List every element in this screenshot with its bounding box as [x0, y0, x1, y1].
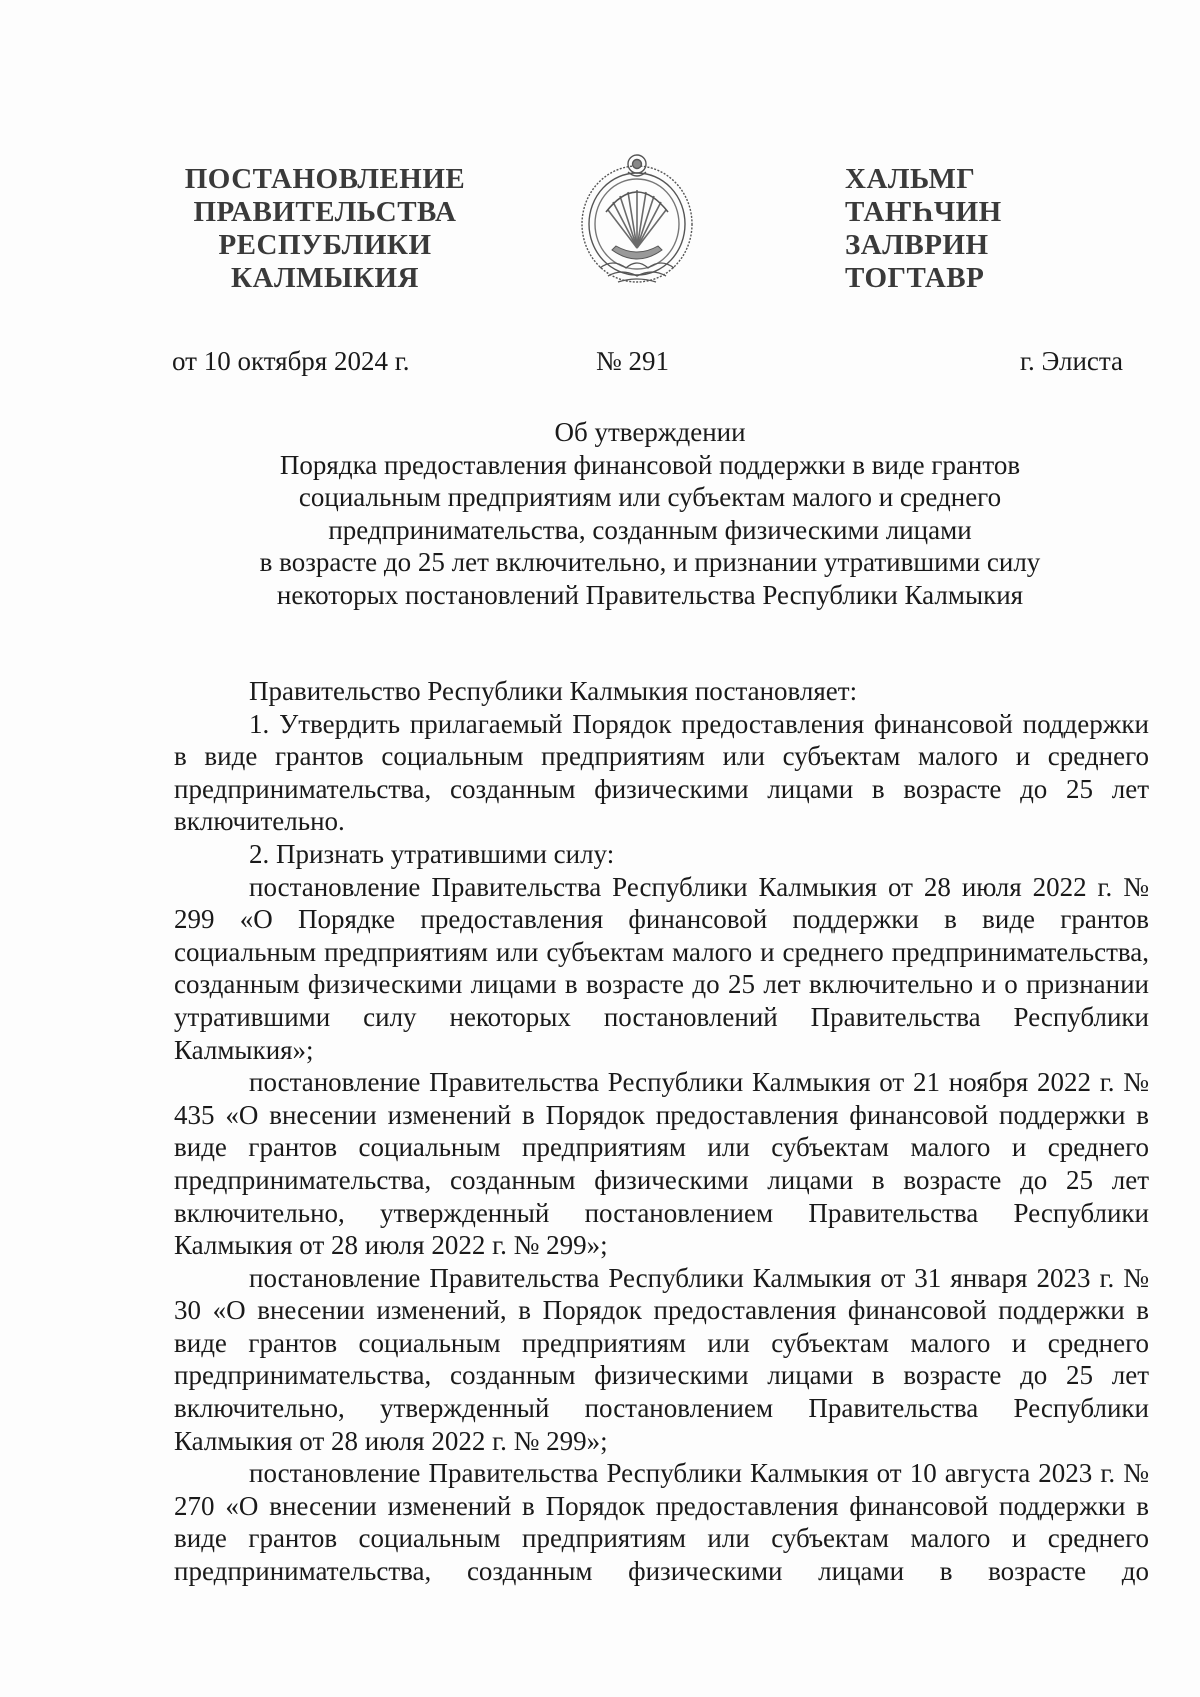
header-line: РЕСПУБЛИКИ: [218, 229, 432, 261]
body-paragraph: постановление Правительства Республики Калмыкия от 10 августа 2023 г. № 270 «О внесении изменений в Порядок предоставления финансовой поддержки в виде грантов социальным предприятиям или субъектам малого и среднего предпринимательства, созданным физическими лицами в возрасте до: [174, 1458, 1149, 1587]
kalmykia-coat-of-arms-icon: [578, 150, 696, 288]
title-line: социальным предприятиям или субъектам малого и среднего: [298, 482, 1002, 512]
decree-date: от 10 октября 2024 г.: [172, 346, 410, 376]
body-paragraph: 1. Утвердить прилагаемый Порядок предоставления финансовой поддержки в виде грантов социальным предприятиям или субъектам малого и среднего предпринимательства, созданным физическими лицами в возрасте до 25 лет включительно.: [174, 708, 1149, 837]
header-kalmyk: [845, 163, 1030, 295]
decree-title: [250, 416, 1050, 611]
body-paragraph: постановление Правительства Республики Калмыкия от 31 января 2023 г. № 30 «О внесении изменений, в Порядок предоставления финансовой поддержки в виде грантов социальным предприятиям или субъектам малого и среднего предпринимательства, созданным физическими лицами в возрасте до 25 лет включительно, утвержденный постановлением Правительства Республики Калмыкия от 28 июля 2022 г. № 299»;: [174, 1262, 1149, 1456]
decree-body: [174, 675, 1149, 1588]
header-line: КАЛМЫКИЯ: [231, 262, 419, 294]
body-paragraph: постановление Правительства Республики Калмыкия от 28 июля 2022 г. № 299 «О Порядке предоставления финансовой поддержки в виде грантов социальным предприятиям или субъектам малого и среднего предпринимательства, созданным физическими лицами в возрасте до 25 лет включительно и о признании утратившими силу некоторых постановлений Правительства Республики Калмыкия»;: [174, 871, 1149, 1065]
header-line: ТАҤҺЧИН: [845, 196, 1002, 228]
header-line: ЗАЛВРИН: [845, 229, 989, 261]
decree-number: № 291: [596, 346, 670, 376]
header-line: ТОГТАВР: [845, 262, 985, 294]
header-line: ХАЛЬМГ: [845, 163, 976, 195]
title-line: некоторых постановлений Правительства Республики Калмыкия: [276, 579, 1024, 610]
title-line: в возрасте до 25 лет включительно, и признании утратившими силу: [259, 547, 1041, 577]
header-line: ПРАВИТЕЛЬСТВА: [193, 196, 457, 228]
body-paragraph: 2. Признать утратившими силу:: [249, 838, 615, 869]
header-line: ПОСТАНОВЛЕНИЕ: [184, 163, 466, 195]
body-paragraph: постановление Правительства Республики Калмыкия от 21 ноября 2022 г. № 435 «О внесении изменений в Порядок предоставления финансовой поддержки в виде грантов социальным предприятиям или субъектам малого и среднего предпринимательства, созданным физическими лицами в возрасте до 25 лет включительно, утвержденный постановлением Правительства Республики Калмыкия от 28 июля 2022 г. № 299»;: [174, 1067, 1149, 1261]
header-russian: [175, 163, 475, 295]
title-line: Порядка предоставления финансовой поддержки в виде грантов: [279, 449, 1021, 480]
decree-city: г. Элиста: [1020, 346, 1124, 376]
title-line: предпринимательства, созданным физическими лицами: [328, 514, 972, 545]
title-line: Об утверждении: [554, 417, 746, 447]
body-paragraph: Правительство Республики Калмыкия постановляет:: [249, 676, 858, 706]
